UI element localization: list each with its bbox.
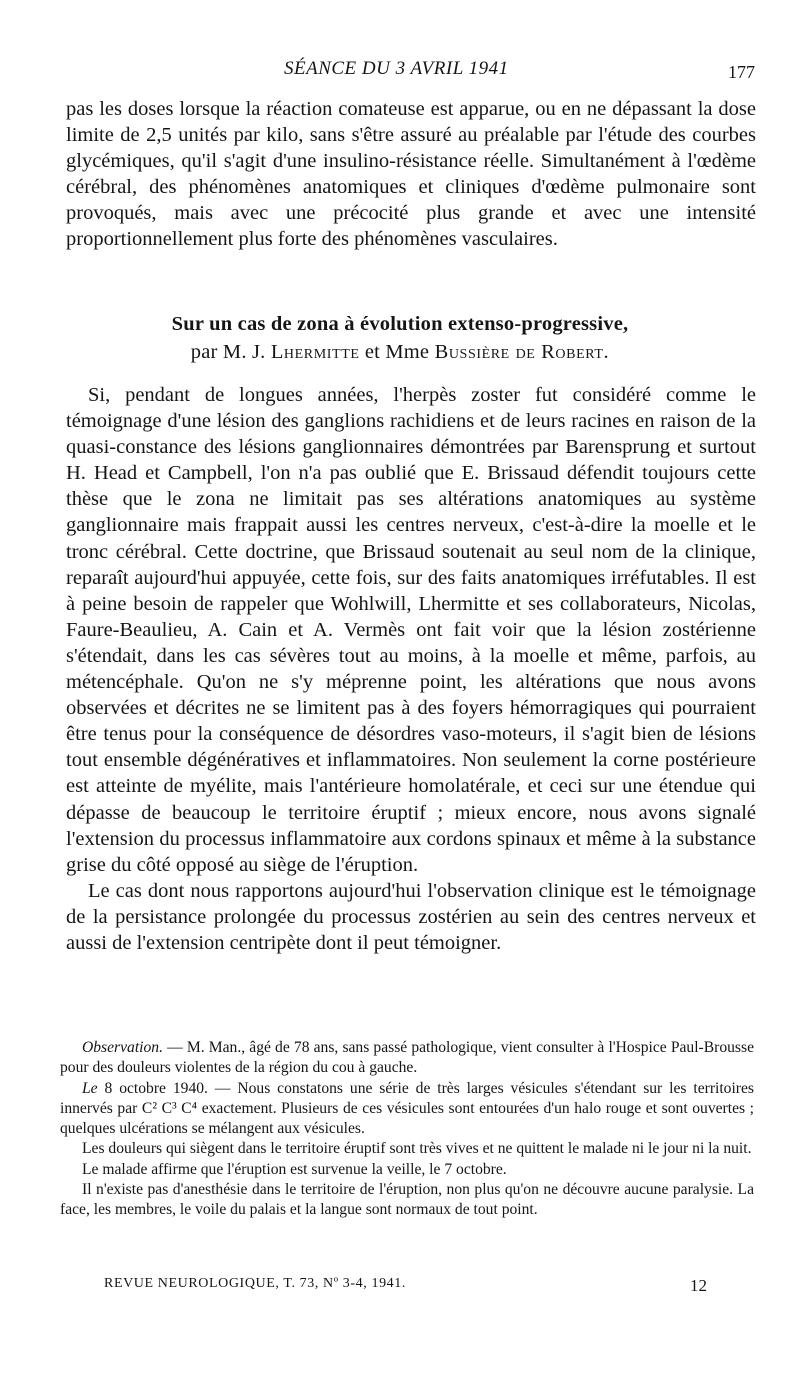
intro-text: pas les doses lorsque la réaction comateuse est apparue, ou en ne dépassant la dose limite de 2,5 unités par kilo, sans s'être assuré au préalable par l'étude des courbes glycémiques, qu'il s'agit d'une insulino-résistance réelle. Simultanément à l'œdème cérébral, des phénomènes anatomiques et cliniques d'œdème pulmonaire sont provoqués, mais avec une précocité plus grande et avec une intensité proportionnellement plus forte des phénomènes vasculaires. [66, 98, 756, 251]
article-title: Sur un cas de zona à évolution extenso-progressive, [171, 313, 629, 335]
date-lead: Le [82, 1079, 98, 1097]
observation-section [60, 1038, 754, 1221]
author-bussiere: Bussière de Robert. [434, 341, 610, 363]
article-body [66, 382, 756, 956]
intro-paragraph [66, 96, 756, 253]
journal-reference: REVUE NEUROLOGIQUE, T. 73, Nº 3-4, 1941. [104, 1276, 406, 1291]
observation-lead: Observation. [82, 1039, 163, 1056]
authors-mid: et Mme [364, 341, 430, 363]
authors-prefix: par M. J. [190, 341, 266, 363]
body-paragraph-2: Le cas dont nous rapportons aujourd'hui l'observation clinique est le témoignage de la persistance prolongée du processus zostérien au sein des centres nerveux et aussi de l'extension centripète dont il peut témoigner. [66, 879, 756, 954]
observation-paragraph-1 [60, 1038, 754, 1079]
date-day: 8 octobre [97, 1079, 173, 1097]
observation-paragraph-3: Les douleurs qui siègent dans le territoire éruptif sont très vives et ne quittent le malade ni le jour ni la nuit. [82, 1140, 752, 1158]
signature-mark: 12 [690, 1276, 707, 1295]
observation-paragraph-4: Le malade affirme que l'éruption est survenue la veille, le 7 octobre. [82, 1160, 507, 1178]
observation-text-1: — M. Man., âgé de 78 ans, sans passé pathologique, vient consulter à l'Hospice Paul-Brousse pour des douleurs violentes de la région du cou à gauche. [60, 1039, 754, 1077]
observation-text-2: 1940. — Nous constatons une série de très larges vésicules s'étendant sur les territoires innervés par C² C³ C⁴ exactement. Plusieurs de ces vésicules sont entourées d'un halo rouge et sont ouvertes ; quelques ulcérations se mélangent aux vésicules. [60, 1079, 754, 1138]
observation-paragraph-2 [60, 1079, 754, 1140]
page-footer [0, 1276, 800, 1300]
running-header [0, 58, 800, 82]
author-lhermitte: Lhermitte [270, 341, 360, 363]
body-paragraph-1: Si, pendant de longues années, l'herpès zoster fut considéré comme le témoignage d'une lésion des ganglions rachidiens et de leurs racines en raison de la quasi-constance des lésions ganglionnaires démontrées par Barensprung et surtout H. Head et Campbell, l'on n'a pas oublié que E. Brissaud défendit toujours cette thèse que le zona ne limitait pas ses altérations anatomiques au système ganglionnaire mais frappait aussi les centres nerveux, c'est-à-dire la moelle et le tronc cérébral. Cette doctrine, que Brissaud soutenait au seul nom de la clinique, reparaît aujourd'hui appuyée, cette fois, sur des faits anatomiques irréfutables. Il est à peine besoin de rappeler que Wohlwill, Lhermitte et ses collaborateurs, Nicolas, Faure-Beaulieu, A. Cain et A. Vermès ont fait voir que la lésion zostérienne s'étendait, dans les cas sévères tout au moins, à la moelle et même, parfois, au métencéphale. Qu'on ne s'y méprenne point, les altérations que nous avons observées et décrites ne se limitent pas à des foyers hémorragiques qui pourraient être tenus pour la conséquence de désordres vaso-moteurs, il s'agit bien de lésions tout ensemble dégénératives et inflammatoires. Non seulement la corne postérieure est atteinte de myélite, mais l'antérieure homolatérale, et ceci sur une étendue qui dépasse de beaucoup le territoire éruptif ; mieux encore, nous avons signalé l'extension du processus inflammatoire aux cordons spinaux et même à la substance grise du côté opposé au siège de l'éruption. [66, 384, 756, 876]
observation-paragraph-5: Il n'existe pas d'anesthésie dans le territoire de l'éruption, non plus qu'on ne découvre aucune paralysie. La face, les membres, le voile du palais et la langue sont normaux de tout point. [60, 1181, 754, 1219]
article-authors [0, 341, 800, 364]
running-title: SÉANCE DU 3 AVRIL 1941 [284, 58, 509, 79]
page-number: 177 [728, 62, 755, 82]
